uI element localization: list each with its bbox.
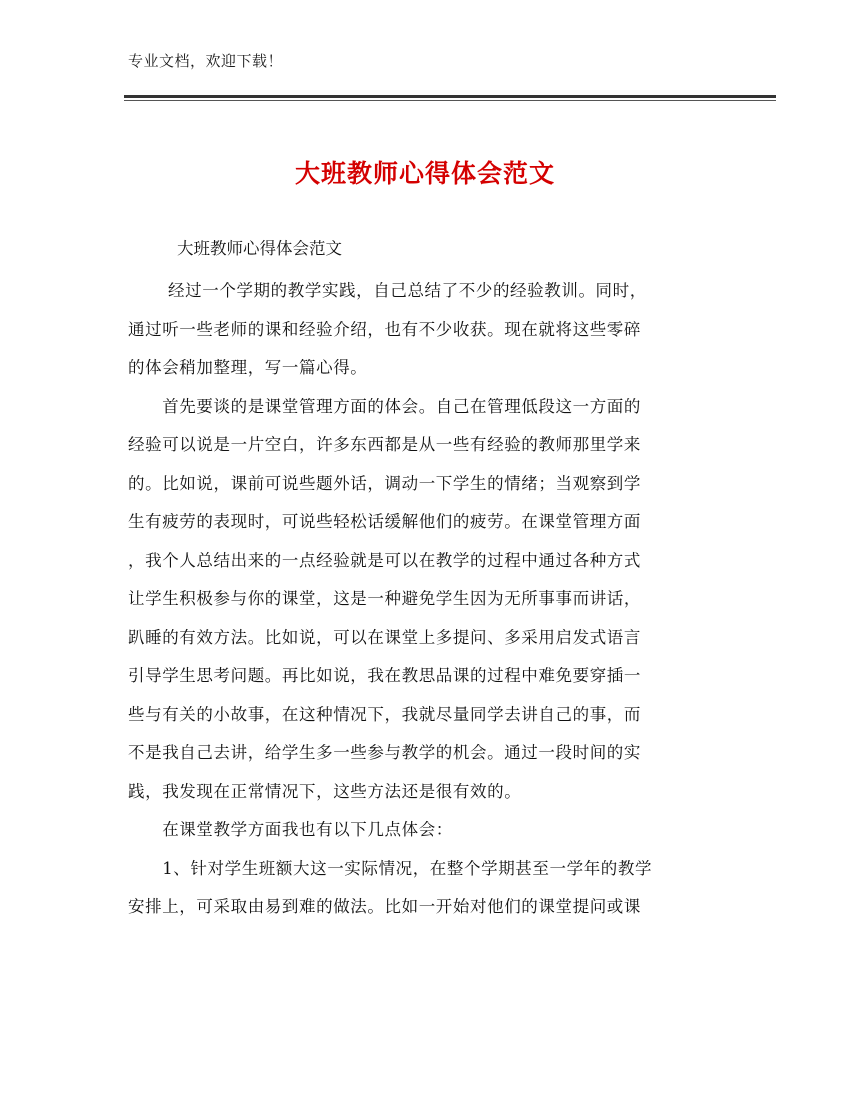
body-line: 安排上，可采取由易到难的做法。比如一开始对他们的课堂提问或课 — [128, 897, 641, 916]
body-line: 让学生积极参与你的课堂，这是一种避免学生因为无所事事而讲话， — [128, 589, 641, 608]
body-line: 践，我发现在正常情况下，这些方法还是很有效的。 — [128, 781, 522, 801]
body-line: 的。比如说，课前可说些题外话，调动一下学生的情绪；当观察到学 — [128, 473, 641, 493]
header-text: 专业文档，欢迎下载！ — [128, 52, 284, 70]
body-line: 在课堂教学方面我也有以下几点体会： — [128, 820, 453, 839]
body-line: ，我个人总结出来的一点经验就是可以在教学的过程中通过各种方式 — [128, 550, 641, 570]
document-subtitle: 大班教师心得体会范文 — [177, 239, 342, 258]
body-line: 生有疲劳的表现时，可说些轻松话缓解他们的疲劳。在课堂管理方面 — [128, 512, 641, 531]
body-line: 不是我自己去讲，给学生多一些参与教学的机会。通过一段时间的实 — [128, 743, 641, 762]
header-rule-thick — [124, 95, 776, 98]
body-line: 引导学生思考问题。再比如说，我在教思品课的过程中难免要穿插一 — [128, 666, 641, 685]
body-line: 的体会稍加整理，写一篇心得。 — [128, 358, 368, 377]
body-line: 通过听一些老师的课和经验介绍，也有不少收获。现在就将这些零碎 — [128, 319, 641, 339]
body-line: 1、针对学生班额大这一实际情况，在整个学期甚至一学年的教学 — [128, 858, 653, 878]
body-line: 趴睡的有效方法。比如说，可以在课堂上多提问、多采用启发式语言 — [128, 627, 641, 647]
document-body — [128, 272, 724, 927]
header-rule-thin — [124, 100, 776, 101]
body-line: 首先要谈的是课堂管理方面的体会。自己在管理低段这一方面的 — [128, 396, 641, 416]
body-line: 些与有关的小故事，在这种情况下，我就尽量同学去讲自己的事，而 — [128, 704, 641, 724]
body-line: 经过一个学期的教学实践，自己总结了不少的经验教训。同时， — [128, 281, 647, 300]
body-line: 经验可以说是一片空白，许多东西都是从一些有经验的教师那里学来 — [128, 435, 641, 454]
document-title: 大班教师心得体会范文 — [294, 159, 555, 188]
